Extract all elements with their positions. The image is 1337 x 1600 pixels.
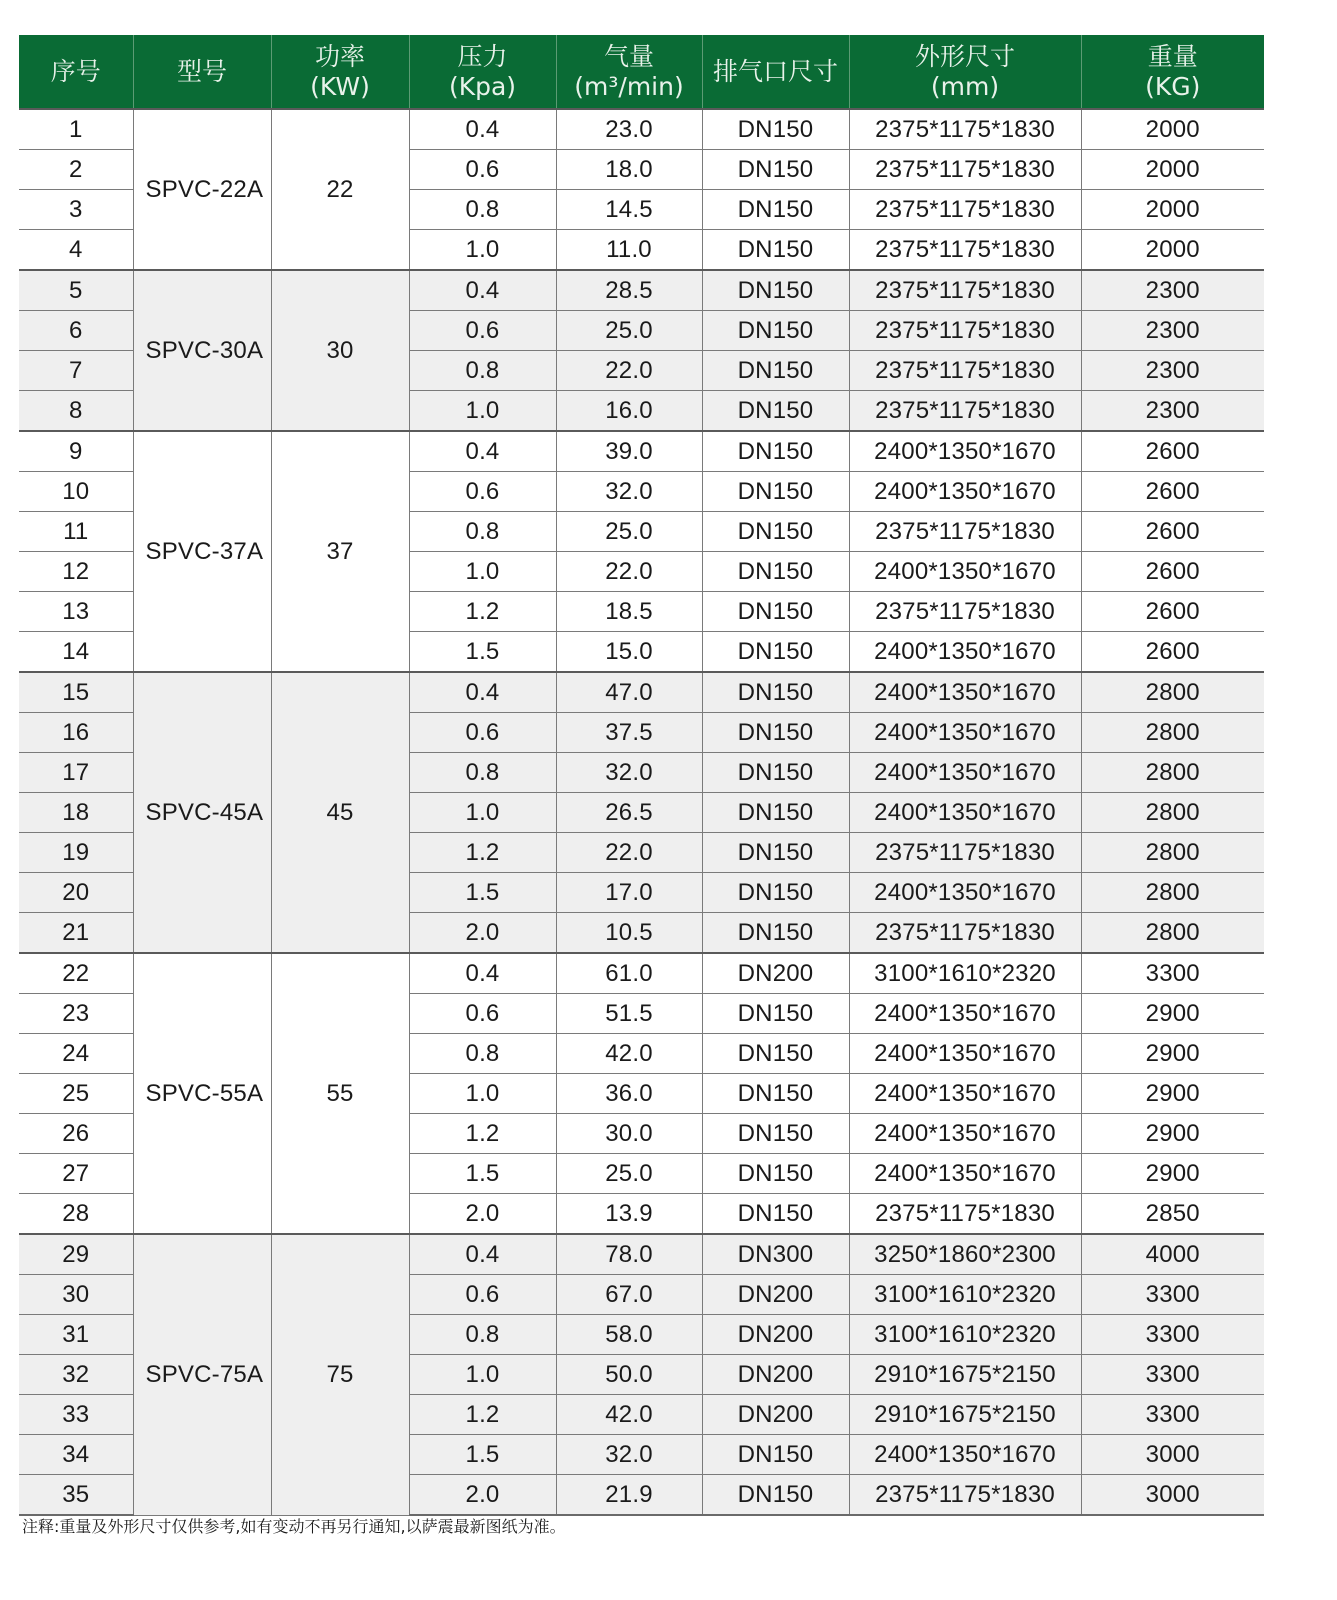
row-index: 14 — [19, 632, 133, 673]
pressure-cell: 1.0 — [409, 391, 556, 432]
header-outlet: 排气口尺寸 — [702, 35, 849, 109]
flow-cell: 18.0 — [556, 150, 702, 190]
dimensions-cell: 3250*1860*2300 — [849, 1234, 1081, 1275]
pressure-cell: 2.0 — [409, 913, 556, 954]
dimensions-cell: 2375*1175*1830 — [849, 913, 1081, 954]
row-index: 4 — [19, 230, 133, 271]
outlet-cell: DN150 — [702, 391, 849, 432]
row-index: 11 — [19, 512, 133, 552]
flow-cell: 25.0 — [556, 512, 702, 552]
table-row — [19, 953, 1264, 994]
outlet-cell: DN150 — [702, 431, 849, 472]
dimensions-cell: 2375*1175*1830 — [849, 351, 1081, 391]
pressure-cell: 0.6 — [409, 472, 556, 512]
dimensions-cell: 2400*1350*1670 — [849, 1074, 1081, 1114]
pressure-cell: 1.2 — [409, 592, 556, 632]
weight-cell: 2300 — [1081, 270, 1264, 311]
flow-cell: 13.9 — [556, 1194, 702, 1235]
pressure-cell: 0.4 — [409, 109, 556, 150]
outlet-cell: DN150 — [702, 1194, 849, 1235]
dimensions-cell: 2400*1350*1670 — [849, 1034, 1081, 1074]
dimensions-cell: 2375*1175*1830 — [849, 833, 1081, 873]
dimensions-cell: 2400*1350*1670 — [849, 672, 1081, 713]
row-index: 3 — [19, 190, 133, 230]
row-index: 12 — [19, 552, 133, 592]
spec-table — [19, 35, 1264, 1516]
row-index: 20 — [19, 873, 133, 913]
flow-cell: 22.0 — [556, 351, 702, 391]
row-index: 21 — [19, 913, 133, 954]
model-cell: SPVC-45A — [133, 672, 271, 953]
header-model: 型号 — [133, 35, 271, 109]
header-row — [19, 35, 1264, 109]
outlet-cell: DN150 — [702, 1114, 849, 1154]
row-index: 19 — [19, 833, 133, 873]
outlet-cell: DN150 — [702, 994, 849, 1034]
pressure-cell: 0.6 — [409, 713, 556, 753]
row-index: 17 — [19, 753, 133, 793]
flow-cell: 28.5 — [556, 270, 702, 311]
pressure-cell: 0.4 — [409, 953, 556, 994]
header-index: 序号 — [19, 35, 133, 109]
row-index: 34 — [19, 1435, 133, 1475]
flow-cell: 22.0 — [556, 833, 702, 873]
weight-cell: 3300 — [1081, 1315, 1264, 1355]
pressure-cell: 1.0 — [409, 793, 556, 833]
model-cell: SPVC-75A — [133, 1234, 271, 1515]
row-index: 23 — [19, 994, 133, 1034]
pressure-cell: 0.8 — [409, 1315, 556, 1355]
pressure-cell: 0.4 — [409, 270, 556, 311]
dimensions-cell: 2375*1175*1830 — [849, 150, 1081, 190]
weight-cell: 2900 — [1081, 994, 1264, 1034]
flow-cell: 21.9 — [556, 1475, 702, 1516]
row-index: 31 — [19, 1315, 133, 1355]
pressure-cell: 1.2 — [409, 1395, 556, 1435]
pressure-cell: 1.2 — [409, 833, 556, 873]
pressure-cell: 0.8 — [409, 190, 556, 230]
outlet-cell: DN150 — [702, 1154, 849, 1194]
outlet-cell: DN150 — [702, 592, 849, 632]
row-index: 18 — [19, 793, 133, 833]
model-cell: SPVC-30A — [133, 270, 271, 431]
row-index: 22 — [19, 953, 133, 994]
row-index: 7 — [19, 351, 133, 391]
flow-cell: 16.0 — [556, 391, 702, 432]
pressure-cell: 0.8 — [409, 351, 556, 391]
row-index: 32 — [19, 1355, 133, 1395]
weight-cell: 2900 — [1081, 1114, 1264, 1154]
weight-cell: 2600 — [1081, 592, 1264, 632]
outlet-cell: DN200 — [702, 1395, 849, 1435]
flow-cell: 67.0 — [556, 1275, 702, 1315]
dimensions-cell: 2375*1175*1830 — [849, 311, 1081, 351]
dimensions-cell: 3100*1610*2320 — [849, 1275, 1081, 1315]
dimensions-cell: 3100*1610*2320 — [849, 1315, 1081, 1355]
weight-cell: 2600 — [1081, 552, 1264, 592]
row-index: 28 — [19, 1194, 133, 1235]
model-cell: SPVC-37A — [133, 431, 271, 672]
dimensions-cell: 2910*1675*2150 — [849, 1395, 1081, 1435]
table-row — [19, 270, 1264, 311]
weight-cell: 2600 — [1081, 632, 1264, 673]
row-index: 9 — [19, 431, 133, 472]
dimensions-cell: 2400*1350*1670 — [849, 873, 1081, 913]
flow-cell: 11.0 — [556, 230, 702, 271]
row-index: 10 — [19, 472, 133, 512]
dimensions-cell: 3100*1610*2320 — [849, 953, 1081, 994]
flow-cell: 32.0 — [556, 1435, 702, 1475]
row-index: 8 — [19, 391, 133, 432]
row-index: 1 — [19, 109, 133, 150]
row-index: 5 — [19, 270, 133, 311]
power-cell: 75 — [271, 1234, 409, 1515]
row-index: 35 — [19, 1475, 133, 1516]
dimensions-cell: 2400*1350*1670 — [849, 1154, 1081, 1194]
outlet-cell: DN150 — [702, 512, 849, 552]
outlet-cell: DN150 — [702, 1034, 849, 1074]
pressure-cell: 1.0 — [409, 230, 556, 271]
pressure-cell: 1.5 — [409, 873, 556, 913]
flow-cell: 30.0 — [556, 1114, 702, 1154]
flow-cell: 58.0 — [556, 1315, 702, 1355]
pressure-cell: 1.0 — [409, 1074, 556, 1114]
weight-cell: 2900 — [1081, 1034, 1264, 1074]
model-cell: SPVC-22A — [133, 109, 271, 270]
outlet-cell: DN150 — [702, 1435, 849, 1475]
dimensions-cell: 2400*1350*1670 — [849, 1435, 1081, 1475]
dimensions-cell: 2375*1175*1830 — [849, 270, 1081, 311]
outlet-cell: DN150 — [702, 1074, 849, 1114]
weight-cell: 3300 — [1081, 1395, 1264, 1435]
dimensions-cell: 2400*1350*1670 — [849, 431, 1081, 472]
flow-cell: 32.0 — [556, 753, 702, 793]
power-cell: 45 — [271, 672, 409, 953]
outlet-cell: DN150 — [702, 1475, 849, 1516]
flow-cell: 32.0 — [556, 472, 702, 512]
weight-cell: 2900 — [1081, 1154, 1264, 1194]
dimensions-cell: 2400*1350*1670 — [849, 753, 1081, 793]
power-cell: 22 — [271, 109, 409, 270]
pressure-cell: 1.5 — [409, 1154, 556, 1194]
outlet-cell: DN200 — [702, 953, 849, 994]
row-index: 2 — [19, 150, 133, 190]
outlet-cell: DN150 — [702, 190, 849, 230]
row-index: 26 — [19, 1114, 133, 1154]
pressure-cell: 2.0 — [409, 1475, 556, 1516]
dimensions-cell: 2375*1175*1830 — [849, 230, 1081, 271]
flow-cell: 39.0 — [556, 431, 702, 472]
flow-cell: 61.0 — [556, 953, 702, 994]
outlet-cell: DN200 — [702, 1275, 849, 1315]
outlet-cell: DN150 — [702, 351, 849, 391]
flow-cell: 17.0 — [556, 873, 702, 913]
power-cell: 30 — [271, 270, 409, 431]
pressure-cell: 1.5 — [409, 632, 556, 673]
outlet-cell: DN150 — [702, 833, 849, 873]
pressure-cell: 2.0 — [409, 1194, 556, 1235]
flow-cell: 15.0 — [556, 632, 702, 673]
flow-cell: 23.0 — [556, 109, 702, 150]
pressure-cell: 0.6 — [409, 994, 556, 1034]
outlet-cell: DN300 — [702, 1234, 849, 1275]
outlet-cell: DN150 — [702, 472, 849, 512]
flow-cell: 25.0 — [556, 311, 702, 351]
pressure-cell: 0.8 — [409, 1034, 556, 1074]
dimensions-cell: 2400*1350*1670 — [849, 793, 1081, 833]
dimensions-cell: 2400*1350*1670 — [849, 552, 1081, 592]
weight-cell: 2000 — [1081, 190, 1264, 230]
row-index: 33 — [19, 1395, 133, 1435]
dimensions-cell: 2910*1675*2150 — [849, 1355, 1081, 1395]
weight-cell: 4000 — [1081, 1234, 1264, 1275]
dimensions-cell: 2375*1175*1830 — [849, 1194, 1081, 1235]
weight-cell: 2800 — [1081, 753, 1264, 793]
weight-cell: 2800 — [1081, 713, 1264, 753]
flow-cell: 47.0 — [556, 672, 702, 713]
row-index: 6 — [19, 311, 133, 351]
outlet-cell: DN150 — [702, 311, 849, 351]
pressure-cell: 1.0 — [409, 552, 556, 592]
outlet-cell: DN150 — [702, 713, 849, 753]
weight-cell: 3300 — [1081, 953, 1264, 994]
flow-cell: 51.5 — [556, 994, 702, 1034]
weight-cell: 2800 — [1081, 793, 1264, 833]
row-index: 27 — [19, 1154, 133, 1194]
weight-cell: 2300 — [1081, 391, 1264, 432]
flow-cell: 42.0 — [556, 1034, 702, 1074]
pressure-cell: 0.4 — [409, 672, 556, 713]
weight-cell: 3000 — [1081, 1475, 1264, 1516]
header-flow: 气量 (m³/min) — [556, 35, 702, 109]
dimensions-cell: 2400*1350*1670 — [849, 472, 1081, 512]
outlet-cell: DN150 — [702, 913, 849, 954]
pressure-cell: 0.6 — [409, 150, 556, 190]
power-cell: 55 — [271, 953, 409, 1234]
flow-cell: 37.5 — [556, 713, 702, 753]
weight-cell: 2800 — [1081, 913, 1264, 954]
dimensions-cell: 2375*1175*1830 — [849, 391, 1081, 432]
flow-cell: 78.0 — [556, 1234, 702, 1275]
pressure-cell: 0.6 — [409, 311, 556, 351]
flow-cell: 22.0 — [556, 552, 702, 592]
header-dimensions: 外形尺寸 (mm) — [849, 35, 1081, 109]
dimensions-cell: 2375*1175*1830 — [849, 1475, 1081, 1516]
flow-cell: 10.5 — [556, 913, 702, 954]
weight-cell: 2800 — [1081, 873, 1264, 913]
dimensions-cell: 2400*1350*1670 — [849, 1114, 1081, 1154]
table-row — [19, 109, 1264, 150]
weight-cell: 2600 — [1081, 431, 1264, 472]
flow-cell: 18.5 — [556, 592, 702, 632]
pressure-cell: 0.6 — [409, 1275, 556, 1315]
flow-cell: 14.5 — [556, 190, 702, 230]
pressure-cell: 1.5 — [409, 1435, 556, 1475]
pressure-cell: 0.8 — [409, 753, 556, 793]
flow-cell: 25.0 — [556, 1154, 702, 1194]
weight-cell: 2300 — [1081, 351, 1264, 391]
dimensions-cell: 2375*1175*1830 — [849, 190, 1081, 230]
outlet-cell: DN150 — [702, 753, 849, 793]
weight-cell: 2800 — [1081, 833, 1264, 873]
header-weight: 重量 (KG) — [1081, 35, 1264, 109]
row-index: 16 — [19, 713, 133, 753]
weight-cell: 2800 — [1081, 672, 1264, 713]
table-row — [19, 1234, 1264, 1275]
row-index: 29 — [19, 1234, 133, 1275]
flow-cell: 42.0 — [556, 1395, 702, 1435]
outlet-cell: DN150 — [702, 230, 849, 271]
dimensions-cell: 2400*1350*1670 — [849, 713, 1081, 753]
outlet-cell: DN150 — [702, 632, 849, 673]
pressure-cell: 0.8 — [409, 512, 556, 552]
pressure-cell: 1.2 — [409, 1114, 556, 1154]
pressure-cell: 1.0 — [409, 1355, 556, 1395]
outlet-cell: DN150 — [702, 672, 849, 713]
outlet-cell: DN200 — [702, 1315, 849, 1355]
table-body — [19, 109, 1264, 1515]
power-cell: 37 — [271, 431, 409, 672]
table-row — [19, 431, 1264, 472]
row-index: 13 — [19, 592, 133, 632]
weight-cell: 3300 — [1081, 1355, 1264, 1395]
dimensions-cell: 2400*1350*1670 — [849, 994, 1081, 1034]
dimensions-cell: 2375*1175*1830 — [849, 109, 1081, 150]
outlet-cell: DN150 — [702, 552, 849, 592]
outlet-cell: DN200 — [702, 1355, 849, 1395]
pressure-cell: 0.4 — [409, 1234, 556, 1275]
outlet-cell: DN150 — [702, 793, 849, 833]
weight-cell: 2600 — [1081, 472, 1264, 512]
outlet-cell: DN150 — [702, 270, 849, 311]
weight-cell: 2000 — [1081, 230, 1264, 271]
weight-cell: 2300 — [1081, 311, 1264, 351]
header-pressure: 压力 (Kpa) — [409, 35, 556, 109]
flow-cell: 26.5 — [556, 793, 702, 833]
dimensions-cell: 2400*1350*1670 — [849, 632, 1081, 673]
model-cell: SPVC-55A — [133, 953, 271, 1234]
weight-cell: 3000 — [1081, 1435, 1264, 1475]
dimensions-cell: 2375*1175*1830 — [849, 592, 1081, 632]
outlet-cell: DN150 — [702, 150, 849, 190]
row-index: 25 — [19, 1074, 133, 1114]
row-index: 24 — [19, 1034, 133, 1074]
footnote: 注释:重量及外形尺寸仅供参考,如有变动不再另行通知,以萨震最新图纸为准。 — [22, 1517, 566, 1536]
outlet-cell: DN150 — [702, 873, 849, 913]
pressure-cell: 0.4 — [409, 431, 556, 472]
row-index: 30 — [19, 1275, 133, 1315]
table-row — [19, 672, 1264, 713]
row-index: 15 — [19, 672, 133, 713]
weight-cell: 2850 — [1081, 1194, 1264, 1235]
flow-cell: 36.0 — [556, 1074, 702, 1114]
weight-cell: 2600 — [1081, 512, 1264, 552]
weight-cell: 2000 — [1081, 150, 1264, 190]
header-power: 功率 (KW) — [271, 35, 409, 109]
outlet-cell: DN150 — [702, 109, 849, 150]
weight-cell: 3300 — [1081, 1275, 1264, 1315]
weight-cell: 2900 — [1081, 1074, 1264, 1114]
weight-cell: 2000 — [1081, 109, 1264, 150]
dimensions-cell: 2375*1175*1830 — [849, 512, 1081, 552]
flow-cell: 50.0 — [556, 1355, 702, 1395]
